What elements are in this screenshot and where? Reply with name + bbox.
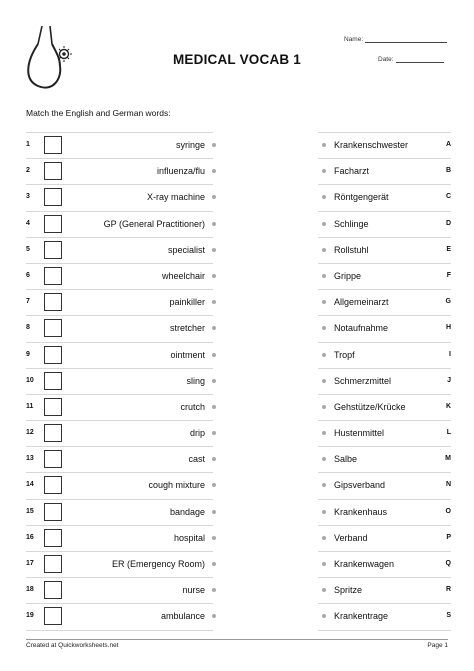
english-row	[26, 577, 213, 603]
english-word: ambulance	[160, 611, 205, 622]
german-row	[318, 577, 451, 603]
option-letter: G	[445, 298, 451, 306]
match-dot[interactable]	[212, 483, 216, 487]
match-dot[interactable]	[212, 457, 216, 461]
english-word: syringe	[175, 140, 205, 150]
item-number: 4	[26, 219, 30, 227]
answer-box[interactable]	[44, 293, 62, 311]
english-row	[26, 132, 213, 158]
option-letter: N	[445, 481, 451, 489]
match-dot[interactable]	[322, 483, 326, 487]
english-row	[26, 603, 213, 630]
german-word: Grippe	[334, 270, 362, 281]
german-row	[318, 184, 451, 210]
option-letter: E	[446, 245, 451, 253]
option-letter: F	[446, 271, 451, 279]
german-word: Schmerzmittel	[334, 375, 392, 386]
german-word: Tropf	[334, 349, 355, 360]
match-dot[interactable]	[212, 588, 216, 592]
english-row	[26, 499, 213, 525]
match-dot[interactable]	[212, 248, 216, 252]
german-word: Krankenhaus	[334, 506, 388, 517]
match-dot[interactable]	[322, 222, 326, 226]
match-dot[interactable]	[322, 353, 326, 357]
item-number: 16	[26, 533, 34, 541]
match-dot[interactable]	[322, 169, 326, 173]
german-word: Gipsverband	[334, 480, 386, 491]
english-row	[26, 551, 213, 577]
match-dot[interactable]	[322, 274, 326, 278]
english-word: crutch	[180, 401, 205, 412]
german-word: Allgemeinarzt	[334, 297, 389, 308]
english-word: influenza/flu	[156, 166, 205, 177]
answer-box[interactable]	[44, 188, 62, 206]
answer-box[interactable]	[44, 450, 62, 468]
option-letter: L	[446, 429, 451, 437]
option-letter: O	[445, 507, 451, 515]
item-number: 11	[26, 402, 34, 410]
item-number: 12	[26, 429, 34, 437]
german-word: Facharzt	[334, 166, 370, 177]
english-word: nurse	[182, 585, 205, 596]
english-word: specialist	[167, 244, 205, 255]
match-dot[interactable]	[212, 300, 216, 304]
name-label: Name:	[344, 36, 364, 43]
english-row	[26, 289, 213, 315]
german-row	[318, 263, 451, 289]
option-letter: I	[449, 350, 451, 358]
german-row	[318, 368, 451, 394]
item-number: 3	[26, 193, 30, 201]
english-word: sling	[186, 375, 205, 386]
option-letter: S	[446, 612, 451, 620]
match-dot[interactable]	[322, 614, 326, 618]
match-dot[interactable]	[212, 510, 216, 514]
english-row	[26, 342, 213, 368]
german-row	[318, 472, 451, 498]
match-dot[interactable]	[212, 562, 216, 566]
option-letter: M	[445, 455, 451, 463]
footer-divider	[26, 639, 448, 640]
answer-box[interactable]	[44, 607, 62, 625]
match-dot[interactable]	[212, 614, 216, 618]
english-word: ointment	[170, 349, 205, 360]
english-row	[26, 211, 213, 237]
date-field[interactable]	[378, 56, 444, 63]
answer-box[interactable]	[44, 267, 62, 285]
english-row	[26, 472, 213, 498]
match-dot[interactable]	[322, 195, 326, 199]
answer-box[interactable]	[44, 476, 62, 494]
english-word-list	[26, 132, 213, 631]
answer-box[interactable]	[44, 136, 62, 154]
match-dot[interactable]	[212, 143, 216, 147]
item-number: 2	[26, 167, 30, 175]
name-field[interactable]	[344, 36, 447, 43]
answer-box[interactable]	[44, 503, 62, 521]
german-word: Salbe	[334, 454, 358, 465]
answer-box[interactable]	[44, 581, 62, 599]
german-word: Gehstütze/Krücke	[334, 401, 406, 412]
match-dot[interactable]	[212, 353, 216, 357]
german-word: Röntgengerät	[334, 192, 389, 203]
match-dot[interactable]	[212, 326, 216, 330]
match-dot[interactable]	[212, 431, 216, 435]
option-letter: C	[445, 193, 451, 201]
english-word: stretcher	[169, 323, 205, 334]
english-row	[26, 263, 213, 289]
english-row	[26, 446, 213, 472]
english-row	[26, 420, 213, 446]
english-row	[26, 525, 213, 551]
german-word: Schlinge	[334, 218, 369, 229]
match-dot[interactable]	[322, 562, 326, 566]
german-word: Krankenwagen	[334, 559, 395, 569]
english-word: ER (Emergency Room)	[111, 559, 205, 569]
german-row	[318, 525, 451, 551]
match-dot[interactable]	[322, 300, 326, 304]
item-number: 13	[26, 455, 34, 463]
german-row	[318, 289, 451, 315]
option-letter: H	[445, 324, 451, 332]
english-row	[26, 315, 213, 341]
item-number: 19	[26, 612, 34, 620]
german-row	[318, 420, 451, 446]
german-row	[318, 499, 451, 525]
item-number: 18	[26, 586, 34, 594]
match-dot[interactable]	[322, 536, 326, 540]
german-word: Rollstuhl	[334, 244, 369, 255]
german-word: Verband	[334, 532, 368, 543]
german-row	[318, 315, 451, 341]
english-word: GP (General Practitioner)	[103, 218, 205, 229]
option-letter: J	[447, 376, 451, 384]
german-word-list	[318, 132, 451, 631]
item-number: 5	[26, 245, 30, 253]
item-number: 6	[26, 271, 30, 279]
item-number: 8	[26, 324, 30, 332]
match-dot[interactable]	[322, 588, 326, 592]
match-dot[interactable]	[212, 379, 216, 383]
english-word: cast	[188, 454, 205, 465]
german-word: Krankenschwester	[334, 140, 409, 150]
english-word: X-ray machine	[146, 192, 205, 203]
date-underline	[396, 56, 444, 63]
english-word: hospital	[173, 532, 205, 543]
answer-box[interactable]	[44, 424, 62, 442]
german-row	[318, 132, 451, 158]
german-row	[318, 237, 451, 263]
english-row	[26, 184, 213, 210]
item-number: 17	[26, 560, 34, 567]
match-dot[interactable]	[322, 431, 326, 435]
english-row	[26, 237, 213, 263]
match-dot[interactable]	[322, 457, 326, 461]
german-row	[318, 394, 451, 420]
match-dot[interactable]	[322, 143, 326, 147]
match-dot[interactable]	[212, 169, 216, 173]
option-letter: A	[445, 141, 451, 148]
page-title: MEDICAL VOCAB 1	[172, 52, 301, 67]
option-letter: R	[445, 586, 451, 594]
date-label: Date:	[378, 56, 394, 63]
item-number: 9	[26, 350, 30, 358]
match-dot[interactable]	[212, 274, 216, 278]
page-number: Page 1	[427, 642, 448, 649]
match-dot[interactable]	[322, 510, 326, 514]
match-dot[interactable]	[322, 248, 326, 252]
german-word: Hustenmittel	[334, 428, 385, 439]
name-underline	[365, 36, 447, 43]
english-word: cough mixture	[148, 480, 205, 491]
footer-credit: Created at Quickworksheets.net	[26, 642, 119, 649]
answer-box[interactable]	[44, 162, 62, 180]
answer-box[interactable]	[44, 215, 62, 233]
answer-box[interactable]	[44, 398, 62, 416]
english-word: drip	[189, 428, 205, 439]
answer-box[interactable]	[44, 372, 62, 390]
english-row	[26, 158, 213, 184]
german-row	[318, 158, 451, 184]
match-dot[interactable]	[212, 195, 216, 199]
item-number: 1	[26, 141, 30, 148]
option-letter: Q	[445, 560, 451, 567]
item-number: 10	[26, 376, 34, 384]
german-word: Spritze	[334, 585, 363, 596]
english-row	[26, 368, 213, 394]
german-row	[318, 603, 451, 630]
german-row	[318, 551, 451, 577]
english-word: painkiller	[169, 297, 205, 308]
german-row	[318, 446, 451, 472]
match-dot[interactable]	[212, 222, 216, 226]
german-word: Krankentrage	[334, 611, 389, 622]
answer-box[interactable]	[44, 555, 62, 573]
german-word: Notaufnahme	[334, 323, 389, 334]
match-dot[interactable]	[212, 536, 216, 540]
answer-box[interactable]	[44, 319, 62, 337]
answer-box[interactable]	[44, 346, 62, 364]
english-word: wheelchair	[161, 270, 205, 281]
match-dot[interactable]	[322, 379, 326, 383]
option-letter: K	[445, 402, 451, 410]
option-letter: D	[445, 219, 451, 227]
option-letter: B	[445, 167, 451, 175]
instructions: Match the English and German words:	[26, 108, 171, 118]
german-row	[318, 211, 451, 237]
match-dot[interactable]	[322, 405, 326, 409]
english-word: bandage	[169, 506, 205, 517]
item-number: 15	[26, 507, 34, 515]
option-letter: P	[446, 533, 451, 541]
answer-box[interactable]	[44, 529, 62, 547]
answer-box[interactable]	[44, 241, 62, 259]
english-row	[26, 394, 213, 420]
german-row	[318, 342, 451, 368]
item-number: 7	[26, 298, 30, 306]
match-dot[interactable]	[212, 405, 216, 409]
item-number: 14	[26, 481, 34, 489]
match-dot[interactable]	[322, 326, 326, 330]
